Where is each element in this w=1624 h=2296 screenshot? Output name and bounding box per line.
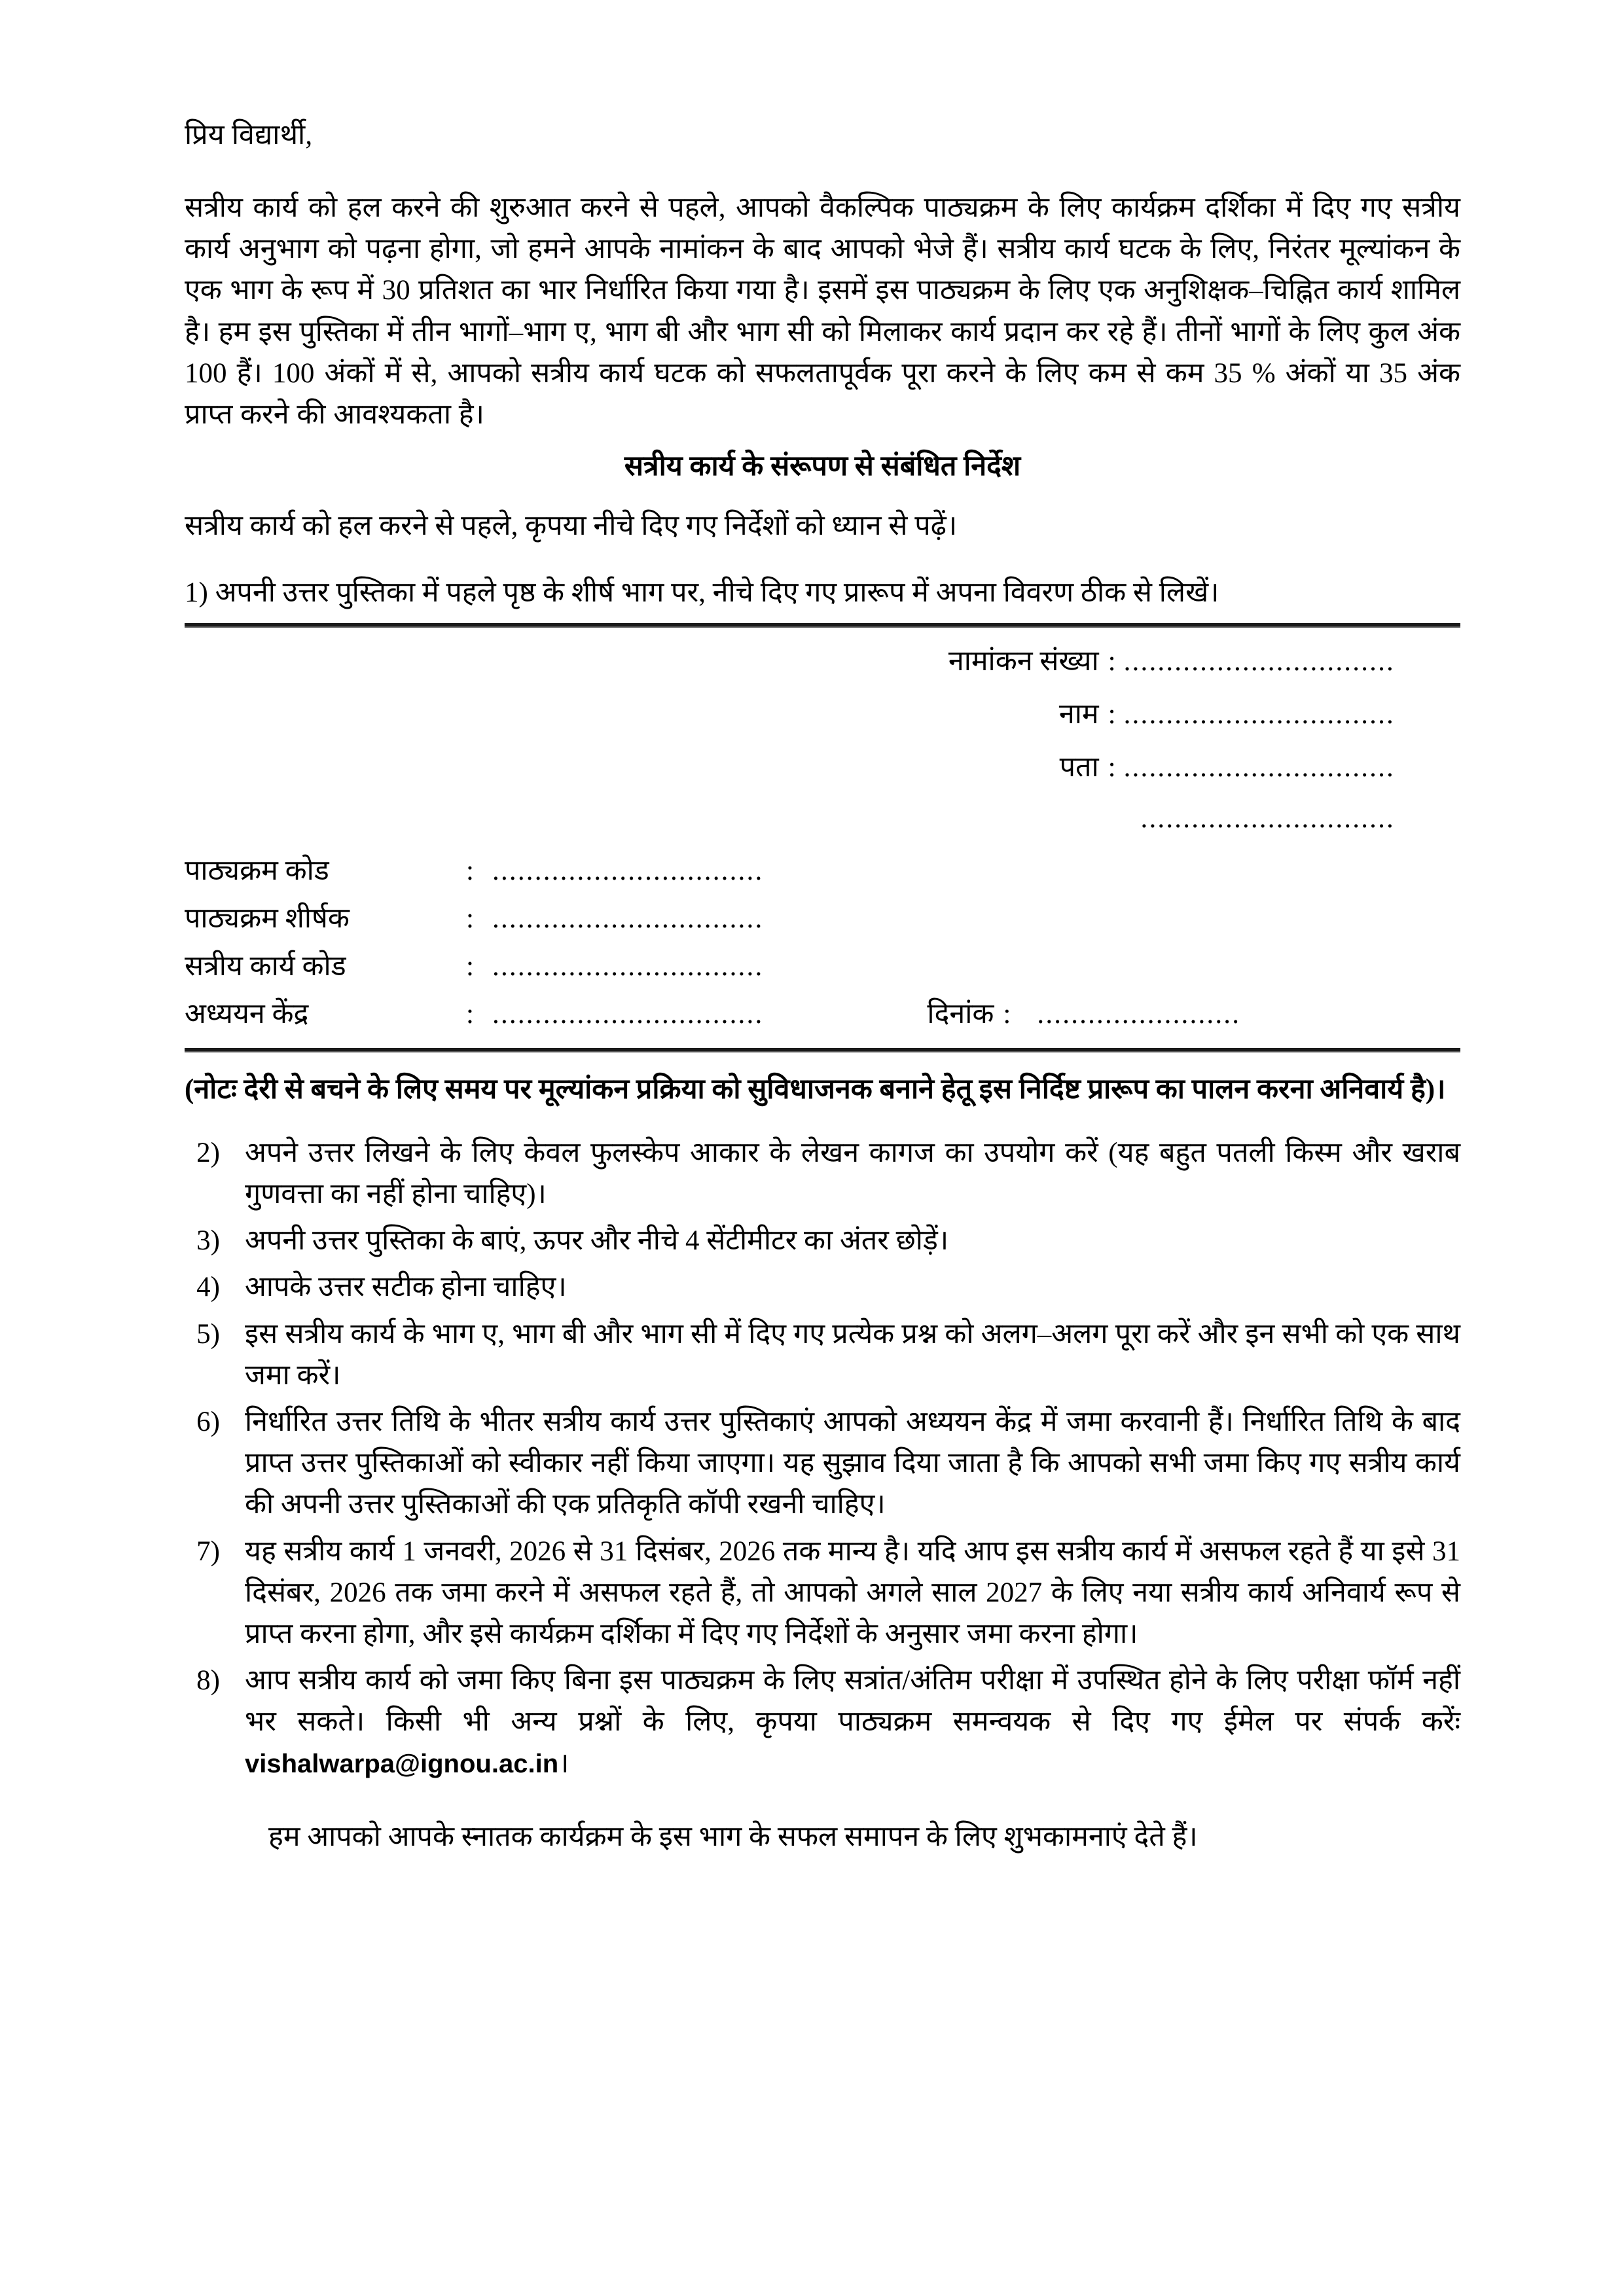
field-colon: : [1003, 998, 1011, 1030]
list-item [185, 1531, 1460, 1655]
course-title-row [185, 905, 1460, 933]
field-colon: : [466, 855, 474, 886]
instruction-text-after-email: । [558, 1748, 569, 1779]
field-colon: : [466, 903, 474, 934]
field-colon: : [1108, 751, 1116, 783]
form-left-column [185, 857, 1460, 1028]
list-item [185, 1660, 1460, 1784]
enrolment-number-row [727, 647, 1395, 675]
list-item [185, 1266, 1460, 1308]
student-details-form [185, 647, 1460, 1028]
list-item [185, 1132, 1460, 1215]
instruction-number: 2) [196, 1137, 220, 1168]
instruction-number: 7) [196, 1535, 220, 1567]
form-top-divider [185, 623, 1460, 628]
list-item [185, 1401, 1460, 1526]
instruction-text: अपनी उत्तर पुस्तिका के बाएं, ऊपर और नीचे 4 सेंटीमीटर का अंतर छोड़ें। [245, 1225, 949, 1257]
instruction-text [245, 1660, 1460, 1784]
instruction-text: यह सत्रीय कार्य 1 जनवरी, 2026 से 31 दिसंबर, 2026 तक मान्य है। यदि आप इस सत्रीय कार्य में असफल रहते हैं या इसे 31 दिसंबर, 2026 तक जमा करने में असफल रहते हैं, तो आपको अगले साल 2027 के लिए नया सत्रीय कार्य अनिवार्य रूप से प्राप्त करना होगा, और इसे कार्यक्रम दर्शिका में दिए गए निर्देशों के अनुसार जमा करना होगा। [245, 1535, 1460, 1650]
field-colon: : [466, 998, 474, 1030]
list-item [185, 1314, 1460, 1396]
instruction-number: 8) [196, 1665, 220, 1696]
study-centre-label: अध्ययन केंद्र [185, 998, 309, 1030]
format-note: (नोटः देरी से बचने के लिए समय पर मूल्यांकन प्रक्रिया को सुविधाजनक बनाने हेतू इस निर्दिष्ट प्रारूप का पालन करना अनिवार्य है)। [185, 1073, 1446, 1105]
instruction-number: 3) [196, 1225, 220, 1257]
course-code-input[interactable]: ................................ [492, 855, 764, 886]
form-bottom-divider [185, 1048, 1460, 1052]
course-code-row [185, 857, 1460, 885]
form-right-column [727, 647, 1395, 834]
course-code-label: पाठ्यक्रम कोड [185, 855, 329, 886]
instruction-list [185, 1132, 1460, 1784]
field-colon: : [1108, 698, 1116, 730]
field-colon: : [1108, 645, 1116, 677]
field-colon: : [466, 950, 474, 982]
instruction-text: इस सत्रीय कार्य के भाग ए, भाग बी और भाग सी में दिए गए प्रत्येक प्रश्न को अलग–अलग पूरा करें और इन सभी को एक साथ जमा करें। [245, 1318, 1460, 1391]
instructions-lead-line: सत्रीय कार्य को हल करने से पहले, कृपया नीचे दिए गए निर्देशों को ध्यान से पढ़ें। [185, 510, 958, 541]
instruction-item-1: 1) अपनी उत्तर पुस्तिका में पहले पृष्ठ के शीर्ष भाग पर, नीचे दिए गए प्रारूप में अपना विवरण ठीक से लिखें। [185, 577, 1219, 609]
date-field [927, 1000, 1240, 1028]
instruction-number: 6) [196, 1407, 220, 1438]
closing-line: हम आपको आपके स्नातक कार्यक्रम के इस भाग के सफल समापन के लिए शुभकामनाएं देते हैं। [268, 1821, 1198, 1852]
name-input[interactable]: ................................ [1123, 698, 1395, 730]
course-coordinator-email-link[interactable]: vishalwarpa@ignou.ac.in [245, 1749, 559, 1778]
date-input[interactable]: ........................ [1037, 998, 1241, 1030]
list-item [185, 1220, 1460, 1261]
study-centre-input[interactable]: ................................ [492, 998, 764, 1030]
assignment-code-label: सत्रीय कार्य कोड [185, 950, 346, 982]
address-row [727, 753, 1395, 781]
instruction-text: आपके उत्तर सटीक होना चाहिए। [245, 1272, 567, 1303]
address-label: पता [1059, 751, 1099, 783]
name-row [727, 700, 1395, 728]
address-input-line-2[interactable]: .............................. [1140, 802, 1395, 834]
salutation: प्रिय विद्यार्थी, [185, 120, 313, 151]
instruction-text-before-email: आप सत्रीय कार्य को जमा किए बिना इस पाठ्यक्रम के लिए सत्रांत/अंतिम परीक्षा में उपस्थित होने के लिए परीक्षा फॉर्म नहीं भर सकते। किसी भी अन्य प्रश्नों के लिए, कृपया पाठ्यक्रम समन्वयक से दिए गए ईमेल पर संपर्क करेंः [245, 1665, 1460, 1738]
name-label: नाम [1058, 698, 1099, 730]
section-heading: सत्रीय कार्य के संरूपण से संबंधित निर्देश [624, 451, 1021, 482]
course-title-label: पाठ्यक्रम शीर्षक [185, 903, 350, 934]
enrolment-number-label: नामांकन संख्या [948, 645, 1099, 677]
address-input[interactable]: ................................ [1123, 751, 1395, 783]
study-centre-row [185, 1000, 1460, 1028]
instruction-number: 4) [196, 1272, 220, 1303]
enrolment-number-input[interactable]: ................................ [1123, 645, 1395, 677]
instruction-number: 5) [196, 1318, 220, 1350]
address-continuation-row [727, 802, 1395, 834]
course-title-input[interactable]: ................................ [492, 903, 764, 934]
assignment-code-input[interactable]: ................................ [492, 950, 764, 982]
intro-paragraph: सत्रीय कार्य को हल करने की शुरुआत करने से पहले, आपको वैकल्पिक पाठ्यक्रम के लिए कार्यक्रम दर्शिका में दिए गए सत्रीय कार्य अनुभाग को पढ़ना होगा, जो हमने आपके नामांकन के बाद आपको भेजे हैं। सत्रीय कार्य घटक के लिए, निरंतर मूल्यांकन के एक भाग के रूप में 30 प्रतिशत का भार निर्धारित किया गया है। इसमें इस पाठ्यक्रम के लिए एक अनुशिक्षक–चिह्नित कार्य शामिल है। हम इस पुस्तिका में तीन भागों–भाग ए, भाग बी और भाग सी को मिलाकर कार्य प्रदान कर रहे हैं। तीनों भागों के लिए कुल अंक 100 हैं। 100 अंकों में से, आपको सत्रीय कार्य घटक को सफलतापूर्वक पूरा करने के लिए कम से कम 35 % अंकों या 35 अंक प्राप्त करने की आवश्यकता है। [185, 192, 1460, 431]
date-label: दिनांक [927, 998, 994, 1030]
instruction-text: निर्धारित उत्तर तिथि के भीतर सत्रीय कार्य उत्तर पुस्तिकाएं आपको अध्ययन केंद्र में जमा करवानी हैं। निर्धारित तिथि के बाद प्राप्त उत्तर पुस्तिकाओं को स्वीकार नहीं किया जाएगा। यह सुझाव दिया जाता है कि आपको सभी जमा किए गए सत्रीय कार्य की अपनी उत्तर पुस्तिकाओं की एक प्रतिकृति कॉपी रखनी चाहिए। [245, 1407, 1460, 1520]
assignment-code-row [185, 952, 1460, 980]
instruction-text: अपने उत्तर लिखने के लिए केवल फुलस्केप आकार के लेखन कागज का उपयोग करें (यह बहुत पतली किस्म और खराब गुणवत्ता का नहीं होना चाहिए)। [245, 1137, 1460, 1210]
